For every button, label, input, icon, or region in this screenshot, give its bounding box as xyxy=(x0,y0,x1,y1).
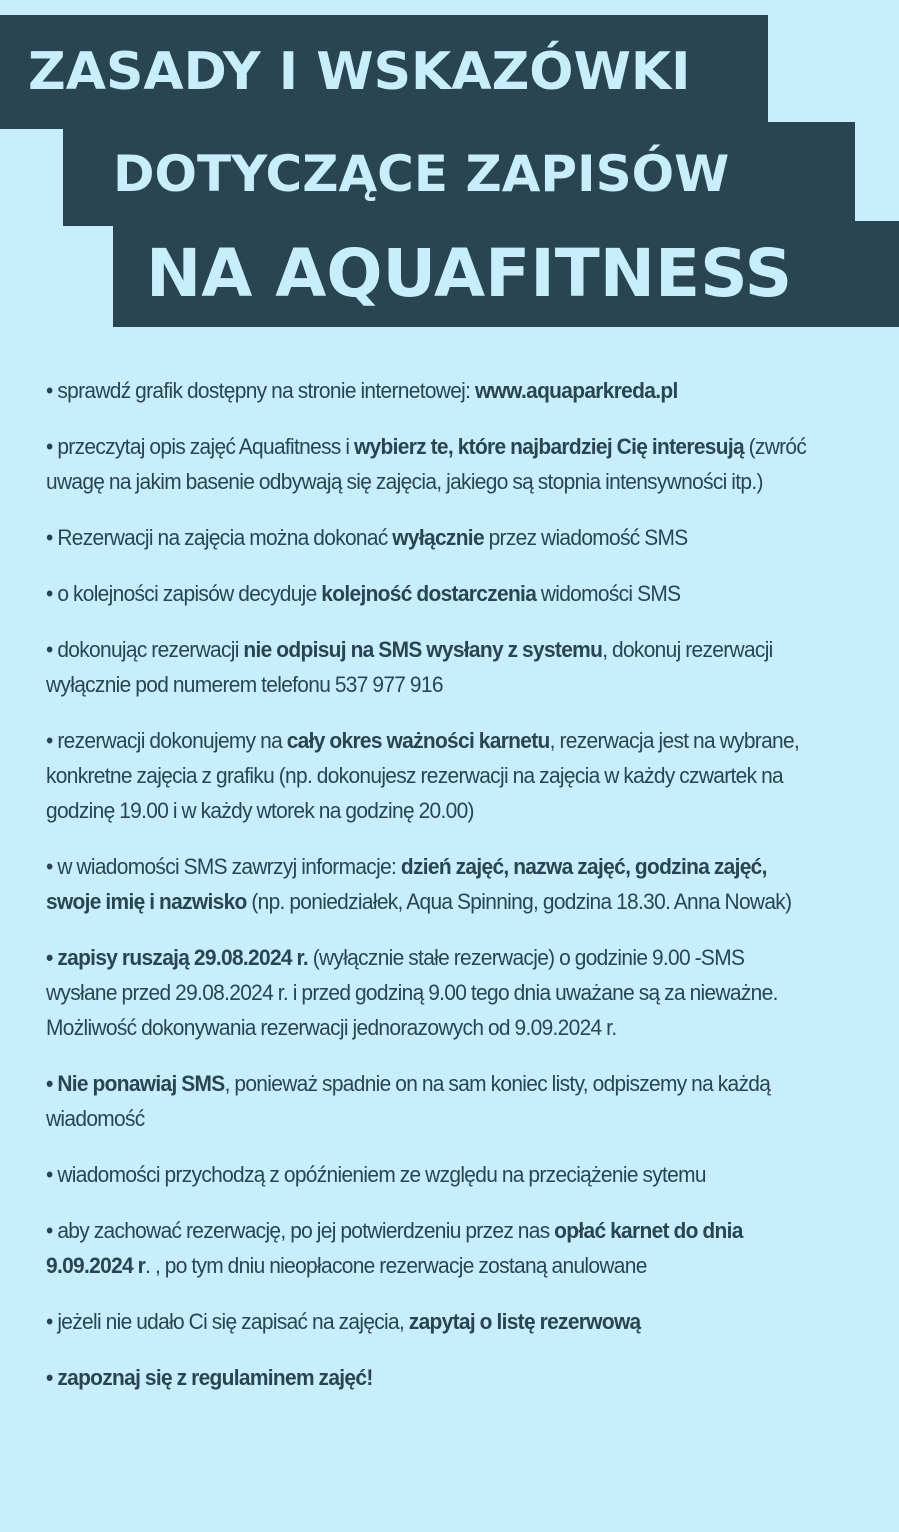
rule-text: (wyłącznie stałe rezerwacje) o godzinie 9.00 -SMS wysłane przed 29.08.2024 r. i przed godziną 9.00 tego dnia uważane są za nieważne. Możliwość dokonywania rezerwacji jednorazowych od 9.09.2024 r. xyxy=(46,945,778,1040)
rule-text-bold: nie odpisuj na SMS wysłany z systemu xyxy=(243,637,603,662)
rule-text: dokonując rezerwacji xyxy=(57,637,244,662)
rule-item xyxy=(46,849,816,919)
rule-text-bold: zapytaj o listę rezerwową xyxy=(408,1309,641,1334)
rule-item xyxy=(46,1066,816,1136)
rule-text-bold: dzień zajęć, nazwa zajęć, godzina zajęć, swoje imię i nazwisko xyxy=(46,854,767,914)
title-line-3: NA AQUAFITNESS xyxy=(113,221,899,327)
rule-text: , rezerwacja jest na wybrane, konkretne zajęcia z grafiku (np. dokonujesz rezerwacji na zajęcia w każdy czwartek na godzinę 19.00 i w każdy wtorek na godzinę 20.00) xyxy=(46,728,800,823)
rules-list xyxy=(46,373,816,1416)
rule-text: Rezerwacji na zajęcia można dokonać xyxy=(57,525,393,550)
rule-text-bold: cały okres ważności karnetu xyxy=(286,728,550,753)
rule-text: aby zachować rezerwację, po jej potwierdzeniu przez nas xyxy=(57,1218,555,1243)
rule-text: przez wiadomość SMS xyxy=(483,525,688,550)
rule-text: sprawdź grafik dostępny na stronie internetowej: xyxy=(57,378,475,403)
rule-text: (np. poniedziałek, Aqua Spinning, godzina 18.30. Anna Nowak) xyxy=(246,889,792,914)
rule-text: (zwróć uwagę na jakim basenie odbywają się zajęcia, jakiego są stopnia intensywności itp.) xyxy=(46,434,807,494)
rule-text: o kolejności zapisów decyduje xyxy=(57,581,322,606)
rule-text: jeżeli nie udało Ci się zapisać na zajęcia, xyxy=(57,1309,409,1334)
rule-item xyxy=(46,632,816,702)
rule-text: widomości SMS xyxy=(536,581,681,606)
bullet-icon: • xyxy=(46,854,58,879)
bullet-icon: • xyxy=(46,1071,58,1096)
rule-text-bold: wybierz te, które najbardziej Cię interesują xyxy=(353,434,744,459)
bullet-icon: • xyxy=(46,1309,58,1334)
rule-text-bold: wyłącznie xyxy=(392,525,484,550)
rule-item xyxy=(46,1304,816,1339)
bullet-icon: • xyxy=(46,434,58,459)
bullet-icon: • xyxy=(46,378,58,403)
rule-text-bold: kolejność dostarczenia xyxy=(321,581,537,606)
rule-text: , ponieważ spadnie on na sam koniec listy, odpiszemy na każdą wiadomość xyxy=(46,1071,771,1131)
bullet-icon: • xyxy=(46,581,58,606)
bullet-icon: • xyxy=(46,1218,58,1243)
rule-text: wiadomości przychodzą z opóźnieniem ze względu na przeciążenie sytemu xyxy=(57,1162,706,1187)
bullet-icon: • xyxy=(46,637,58,662)
rule-item xyxy=(46,940,816,1045)
bullet-icon: • xyxy=(46,1365,58,1390)
title-line-2: DOTYCZĄCE ZAPISÓW xyxy=(63,122,855,226)
rule-item xyxy=(46,520,816,555)
rule-text: , dokonuj rezerwacji wyłącznie pod numerem telefonu 537 977 916 xyxy=(46,637,773,697)
bullet-icon: • xyxy=(46,945,58,970)
rule-text-bold: www.aquaparkreda.pl xyxy=(474,378,678,403)
rule-item xyxy=(46,723,816,828)
rule-text: rezerwacji dokonujemy na xyxy=(57,728,287,753)
rule-text-bold: opłać karnet do dnia 9.09.2024 r xyxy=(46,1218,743,1278)
bullet-icon: • xyxy=(46,728,58,753)
rule-item xyxy=(46,1213,816,1283)
rule-item xyxy=(46,576,816,611)
rule-text-bold: zapisy ruszają 29.08.2024 r. xyxy=(57,945,309,970)
rule-text: w wiadomości SMS zawrzyj informacje: xyxy=(57,854,401,879)
rule-item xyxy=(46,429,816,499)
rule-text: przeczytaj opis zajęć Aquafitness i xyxy=(57,434,354,459)
rule-item xyxy=(46,373,816,408)
rule-item xyxy=(46,1157,816,1192)
bullet-icon: • xyxy=(46,525,58,550)
rule-text-bold: Nie ponawiaj SMS xyxy=(57,1071,225,1096)
rule-text-bold: zapoznaj się z regulaminem zajęć! xyxy=(57,1365,373,1390)
title-line-1: ZASADY I WSKAZÓWKI xyxy=(0,15,768,129)
rule-item xyxy=(46,1360,816,1395)
rule-text: . , po tym dniu nieopłacone rezerwacje zostaną anulowane xyxy=(145,1253,647,1278)
bullet-icon: • xyxy=(46,1162,58,1187)
